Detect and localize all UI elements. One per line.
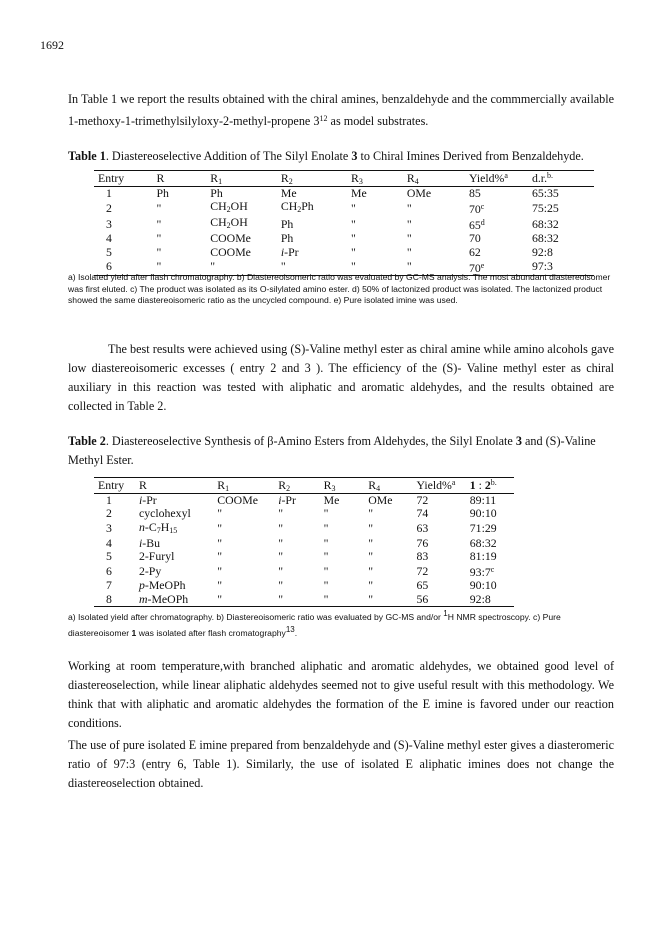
table1-cell: ": [347, 259, 403, 276]
table1-cell: $CH_2OH$: [210, 215, 248, 231]
table1-cell: 5: [106, 244, 112, 259]
table2-cell: 63: [416, 521, 429, 536]
table1-cell: ": [350, 200, 356, 215]
table1-cell: 3: [106, 216, 112, 231]
table2-cell: i-Bu: [138, 535, 160, 550]
table2-header: $R_3$: [320, 478, 365, 494]
table2-header: $R_4$: [364, 478, 412, 494]
table2-cell: 81:19: [469, 549, 497, 564]
table1-cell: 62: [468, 244, 481, 259]
table1-cell: COOMe: [210, 244, 251, 259]
table1-header: Entry: [94, 171, 152, 187]
table2-cell: 83: [416, 549, 429, 564]
table2-row: [94, 592, 514, 606]
table2-cell: ": [323, 535, 329, 550]
table2-cell: 3: [106, 521, 112, 536]
table1-cell: ": [406, 200, 412, 215]
table1-cell: $CH_2Ph$: [280, 199, 314, 215]
table2-cell: ": [217, 521, 223, 536]
table2-cell: 72: [416, 493, 429, 508]
table2-cell: Me: [323, 493, 340, 508]
table2-cell: ": [368, 563, 374, 578]
table2-footnotes: a) Isolated yield after chromatography. b) Diastereoisomeric ratio was evaluated by GC-MS and/or $^1$H NMR spectroscopy. c) Pure diastereoisomer 1 was isolated after flash cromatography$^{13}$.: [68, 609, 561, 638]
table1-cell: Ph: [280, 216, 294, 231]
table1-cell: Ph: [156, 186, 169, 201]
table2-cell: 65: [416, 578, 429, 593]
table1-header: $R_2$: [277, 171, 347, 187]
table2-header: Entry: [94, 478, 135, 494]
paragraph-2: The best results were achieved using (S)-Valine methyl ester as chiral amine while amino alcohols gave low diastereoisomeric excesses ( entry 2 and 3 ). The efficiency of the (S)- Valine methyl ester as chiral auxiliary in this reaction was tested with aliphatic and aromatic aldehydes, and the results obtained are collected in Table 2.: [68, 342, 614, 413]
table1-cell: ": [350, 231, 356, 246]
table2-cell: 2-Py: [138, 563, 162, 578]
table1-caption: Table 1. Diastereoselective Addition of The Silyl Enolate 3 to Chiral Imines Derived from Benzaldehyde.: [68, 149, 584, 163]
table2-row: [94, 550, 514, 563]
table1-header: $R_3$: [347, 171, 403, 187]
table2-cell: 92:8: [466, 592, 514, 606]
table1-cell: 85: [468, 186, 481, 201]
table2-cell: ": [323, 506, 329, 521]
paragraph-4: The use of pure isolated E imine prepared from benzaldehyde and (S)-Valine methyl ester gives a diasteromeric ratio of 97:3 (entry 6, Table 1). Similarly, the use of isolated E aliphatic imines does not change the diastereoselection obtained.: [68, 738, 614, 790]
table2-cell: 71:29: [469, 521, 497, 536]
table2-header-row: [94, 478, 514, 494]
table2-cell: cyclohexyl: [138, 506, 191, 521]
table1-cell: 70e: [465, 259, 528, 276]
paragraph-3: Working at room temperature,with branched aliphatic and aromatic aldehydes, we obtained good level of diastereoselection, while linear aliphatic aldehydes seemed not to give useful result with this methodology. We think that with aliphatic and aromatic aldehydes the formation of the E imine is favored under our reaction conditions.: [68, 659, 614, 730]
table2-cell: 93:7$^c$: [469, 565, 495, 580]
table2-header: R: [135, 478, 213, 494]
table2-cell: 68:32: [469, 535, 497, 550]
table2-row: [94, 494, 514, 508]
table2-cell: ": [368, 549, 374, 564]
table2-cell: ": [278, 549, 284, 564]
table2-cell: 56: [412, 592, 465, 606]
table2-header: $R_1$: [213, 478, 274, 494]
table2-cell: ": [323, 578, 329, 593]
table1-cell: 68:32: [531, 216, 559, 231]
table2-cell: 5: [106, 549, 112, 564]
table2-cell: ": [368, 535, 374, 550]
table2-cell: ": [217, 549, 223, 564]
table2-cell: ": [364, 592, 412, 606]
table2-caption: Table 2. Diastereoselective Synthesis of β-Amino Esters from Aldehydes, the Silyl Enolate 3 and (S)-Valine Methyl Ester.: [68, 434, 596, 467]
table1-row: [94, 216, 594, 232]
table2-cell: 6: [106, 563, 112, 578]
table2-cell: 8: [94, 592, 135, 606]
table1: [94, 170, 594, 276]
table1-cell: ": [403, 259, 465, 276]
page-number: 1692: [40, 38, 64, 52]
table1-cell: ": [152, 259, 206, 276]
table2-cell: 1: [106, 493, 112, 508]
table1-cell: Me: [280, 186, 297, 201]
table2-row: [94, 537, 514, 550]
table2-cell: ": [323, 521, 329, 536]
table2-cell: ": [274, 592, 319, 606]
table1-footnotes: a) Isolated yield after flash chromatography. b) Diastereoisomeric ratio was evaluated by GC-MS analysis. The most abundant diastereoisomer was first eluted. c) The product was isolated as its O-silylated amino ester. d) 50% of lactonized product was isolated. The lactonized product showed the same diastereoisomeric ratio as the uncycled compound. e) Pure isolated imine was used.: [68, 272, 611, 305]
table1-cell: COOMe: [210, 231, 251, 246]
table2: [94, 477, 514, 607]
table1-row: [94, 187, 594, 201]
table1-header-row: [94, 171, 594, 187]
table1-cell: 68:32: [531, 231, 559, 246]
table2-cell: 89:11: [469, 493, 497, 508]
table1-cell: ": [406, 216, 412, 231]
table1-cell: ": [406, 231, 412, 246]
table2-cell: 90:10: [469, 578, 497, 593]
table1-cell: OMe: [406, 186, 432, 201]
table1-cell: ": [156, 244, 162, 259]
table2-cell: ": [278, 578, 284, 593]
table1-cell: 65$^d$: [468, 218, 485, 233]
table1-cell: 70$^c$: [468, 202, 485, 217]
table1-cell: ": [277, 259, 347, 276]
table2-cell: m-MeOPh: [135, 592, 213, 606]
table2-header: 1 : $2^{b.}$: [466, 478, 514, 494]
table1-cell: Ph: [280, 231, 294, 246]
table2-cell: $n-C_7H_{15}$: [138, 519, 178, 535]
table2-cell: ": [217, 578, 223, 593]
table2-cell: i-Pr: [138, 493, 157, 508]
table2-row: [94, 521, 514, 537]
table2-cell: OMe: [368, 493, 393, 508]
table2-cell: 2-Furyl: [138, 549, 175, 564]
table1-row: [94, 232, 594, 245]
table2-cell: ": [323, 563, 329, 578]
table2-cell: ": [368, 521, 374, 536]
table1-header: $R_4$: [403, 171, 465, 187]
table2-cell: ": [217, 563, 223, 578]
table1-cell: Ph: [210, 186, 223, 201]
table2-cell: ": [217, 535, 223, 550]
table1-cell: ": [350, 216, 356, 231]
table2-cell: ": [368, 506, 374, 521]
table1-cell: Me: [350, 186, 367, 201]
table1-cell: 75:25: [531, 200, 559, 215]
table2-row: [94, 579, 514, 592]
table2-cell: 2: [106, 506, 112, 521]
table1-cell: 97:3: [528, 259, 594, 276]
table2-cell: ": [278, 506, 284, 521]
table1-cell: ": [406, 244, 412, 259]
table2-cell: i-Pr: [278, 493, 296, 508]
table2-cell: ": [213, 592, 274, 606]
table1-cell: 1: [106, 186, 112, 201]
table2-cell: 76: [416, 535, 429, 550]
table2-cell: ": [278, 521, 284, 536]
table2-cell: ": [320, 592, 365, 606]
table2-cell: ": [278, 563, 284, 578]
table2-row: [94, 507, 514, 520]
table2-header: Yield%$^a$: [412, 478, 465, 494]
table1-cell: $CH_2OH$: [210, 199, 248, 215]
table2-cell: 4: [106, 535, 112, 550]
table1-row: [94, 246, 594, 259]
table1-cell: ": [156, 216, 162, 231]
table2-cell: 74: [416, 506, 429, 521]
table1-cell: 70: [468, 231, 481, 246]
table2-cell: 72: [416, 563, 429, 578]
table1-header: R: [152, 171, 206, 187]
table1-cell: ": [156, 231, 162, 246]
table1-cell: ": [156, 200, 162, 215]
table2-cell: 7: [106, 578, 112, 593]
table2-cell: ": [217, 506, 223, 521]
table1-cell: 6: [94, 259, 152, 276]
table1-cell: 65:35: [531, 186, 559, 201]
table1-cell: 2: [106, 200, 112, 215]
table1-header: $R_1$: [206, 171, 277, 187]
table2-cell: COOMe: [217, 493, 258, 508]
table2-cell: ": [368, 578, 374, 593]
table2-cell: p-MeOPh: [138, 578, 186, 593]
table1-cell: ": [350, 244, 356, 259]
table2-cell: 90:10: [469, 506, 497, 521]
table1-header: d.r.$^{b.}$: [528, 171, 594, 187]
table1-row: [94, 200, 594, 216]
intro-paragraph: In Table 1 we report the results obtained with the chiral amines, benzaldehyde and the commmercially available 1-methoxy-1-trimethylsilyloxy-2-methyl-propene $3^{12}$ as model substrates.: [68, 92, 614, 128]
table2-cell: ": [278, 535, 284, 550]
table2-cell: ": [323, 549, 329, 564]
table1-cell: i-Pr: [280, 244, 299, 259]
table2-row: [94, 563, 514, 579]
table2-header: $R_2$: [274, 478, 319, 494]
table1-cell: ": [206, 259, 277, 276]
table1-cell: 92:8: [531, 244, 553, 259]
table1-header: Yield%$^a$: [465, 171, 528, 187]
table1-cell: 4: [106, 231, 112, 246]
